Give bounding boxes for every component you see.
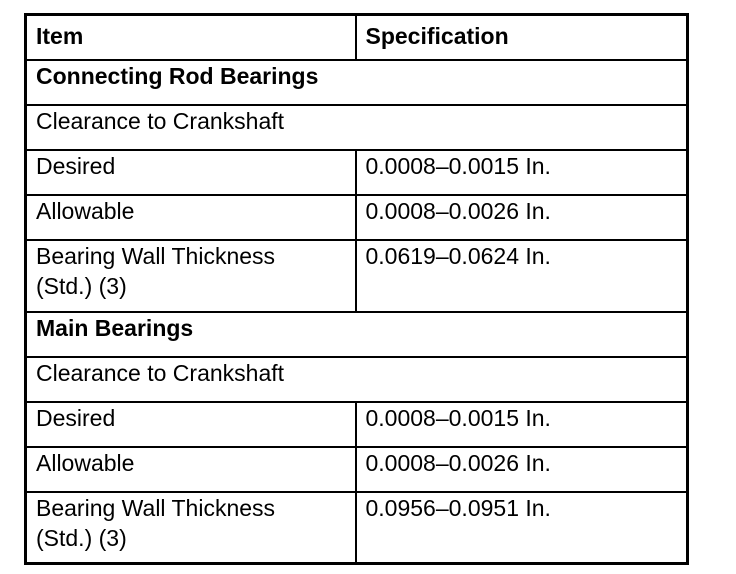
table-row xyxy=(26,150,688,195)
section-title: Connecting Rod Bearings xyxy=(26,60,688,105)
spec-cell: 0.0619–0.0624 In. xyxy=(356,240,688,312)
column-header-item: Item xyxy=(26,15,356,60)
item-line-1: Bearing Wall Thickness xyxy=(36,242,276,269)
item-cell xyxy=(26,492,356,564)
subheading-row xyxy=(26,105,688,150)
table-row xyxy=(26,240,688,312)
section-title-row xyxy=(26,60,688,105)
item-line-2: (Std.) (3) xyxy=(36,524,127,551)
spec-cell: 0.0008–0.0026 In. xyxy=(356,195,688,240)
spec-cell: 0.0008–0.0015 In. xyxy=(356,402,688,447)
table-row xyxy=(26,492,688,564)
item-cell xyxy=(26,240,356,312)
section-subheading: Clearance to Crankshaft xyxy=(26,105,688,150)
spec-cell: 0.0956–0.0951 In. xyxy=(356,492,688,564)
item-cell: Desired xyxy=(26,150,356,195)
specification-table xyxy=(24,13,689,565)
section-title-row xyxy=(26,312,688,357)
header-row xyxy=(26,15,688,60)
section-title: Main Bearings xyxy=(26,312,688,357)
table-row xyxy=(26,195,688,240)
item-line-1: Bearing Wall Thickness xyxy=(36,494,276,521)
column-header-specification: Specification xyxy=(356,15,688,60)
item-line-2: (Std.) (3) xyxy=(36,272,127,299)
item-cell: Allowable xyxy=(26,447,356,492)
item-cell: Allowable xyxy=(26,195,356,240)
spec-cell: 0.0008–0.0026 In. xyxy=(356,447,688,492)
spec-cell: 0.0008–0.0015 In. xyxy=(356,150,688,195)
table-row xyxy=(26,447,688,492)
table-row xyxy=(26,402,688,447)
item-cell: Desired xyxy=(26,402,356,447)
section-subheading: Clearance to Crankshaft xyxy=(26,357,688,402)
subheading-row xyxy=(26,357,688,402)
